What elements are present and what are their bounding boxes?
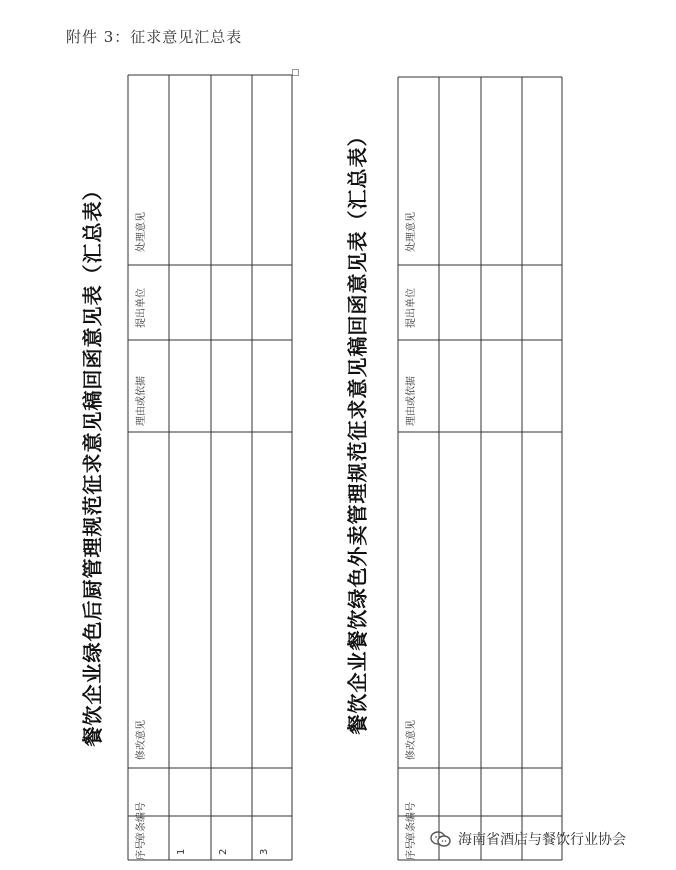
table-1-col-seq: 序号 <box>136 840 147 860</box>
table-1-row-number: 1 <box>176 848 187 855</box>
table-1-col-reason: 理由或依据 <box>136 376 147 426</box>
table-1-row-number: 3 <box>259 848 270 855</box>
table-2-col-seq: 序号 <box>406 840 417 860</box>
table-2-col-reason: 理由或依据 <box>406 376 417 426</box>
table-1-col-clause: 章条编号 <box>136 802 147 842</box>
table-1-row-number: 2 <box>218 848 229 855</box>
table-2-col-clause: 章条编号 <box>406 802 417 842</box>
attachment-header: 附件 3：征求意见汇总表 <box>66 28 243 46</box>
table-1-title: 餐饮企业绿色后厨管理规范征求意见稿回函意见表（汇总表） <box>80 179 105 747</box>
table-1-col-process-opinion: 处理意见 <box>136 212 147 252</box>
wechat-watermark <box>430 829 626 849</box>
table-2-col-submitting-unit: 提出单位 <box>406 288 417 328</box>
table-1-col-submitting-unit: 提出单位 <box>136 288 147 328</box>
table-2-col-revision: 修改意见 <box>406 720 417 760</box>
watermark-text: 海南省酒店与餐饮行业协会 <box>458 832 626 848</box>
table-2-grid <box>390 70 570 860</box>
table-1-grid <box>120 70 300 860</box>
table-2-col-process-opinion: 处理意见 <box>406 212 417 252</box>
table-1-col-revision: 修改意见 <box>136 720 147 760</box>
wechat-icon <box>430 830 452 848</box>
table-2-title: 餐饮企业餐饮绿色外卖管理规范征求意见稿回函意见表（汇总表） <box>345 125 370 735</box>
